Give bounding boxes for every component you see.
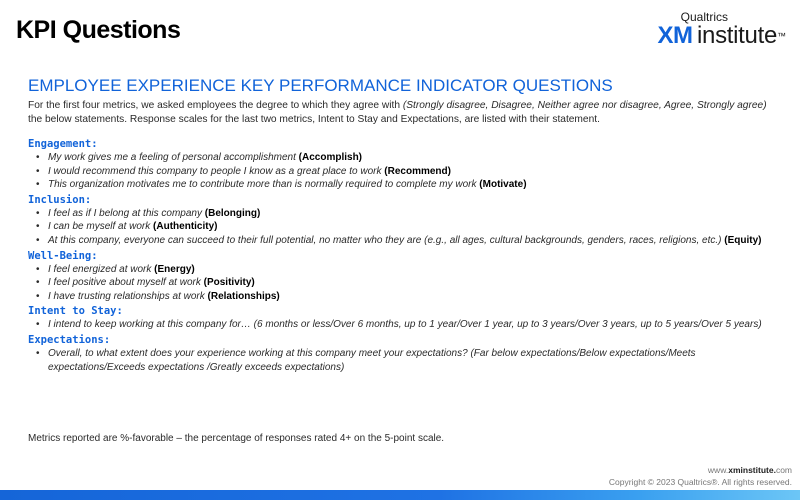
question-statement: I can be myself at work: [48, 221, 151, 233]
question-statement: I intend to keep working at this company for… (6 months or less/Over 6 months, up to 1 year/Over 1 year, up to 3 years/Over 3 years, up to 5 years/Over 5 years): [48, 319, 762, 331]
metric-code: (Accomplish): [298, 152, 363, 163]
metric-code: (Energy): [154, 263, 195, 275]
question-statement: I feel as if I belong at this company: [48, 207, 202, 219]
question-statement: My work gives me a feeling of personal accomplishment: [48, 152, 296, 163]
question-item: [28, 220, 773, 234]
question-statement: This organization motivates me to contribute more than is normally required to complete my work: [48, 179, 477, 191]
category-label: Inclusion:: [28, 193, 92, 206]
question-item: [28, 318, 773, 332]
logo-brand: Qualtrics: [680, 10, 728, 24]
footer-copyright: Copyright © 2023 Qualtrics®. All rights reserved.: [608, 477, 792, 487]
metric-code: (Motivate): [479, 179, 527, 191]
metric-code: (Positivity): [203, 277, 255, 289]
logo-trademark: ™: [777, 31, 786, 41]
question-statement: I feel energized at work: [48, 263, 152, 275]
footer-url-domain: xminstitute.: [728, 465, 776, 475]
question-statement: I feel positive about myself at work: [48, 277, 201, 289]
category-item-list: [28, 207, 773, 248]
question-item: [28, 178, 773, 192]
question-item: [28, 290, 773, 304]
metric-code: (Relationships): [207, 290, 280, 302]
metric-code: (Belonging): [204, 207, 261, 219]
question-item: [28, 263, 773, 277]
category-item-list: [28, 347, 773, 374]
footer-url-prefix: www.: [707, 465, 729, 475]
intro-paragraph: [28, 99, 768, 127]
question-statement: Overall, to what extent does your experience working at this company meet your expectations? (Far below expectations/Below expectations/Meets expectations/Exceeds expectations /Greatly exceeds expectations): [48, 347, 696, 373]
category-label: Intent to Stay:: [28, 305, 123, 318]
intro-text-part1: For the first four metrics, we asked employees the degree to which they agree with: [28, 100, 403, 111]
question-item: [28, 207, 773, 221]
xm-institute-logo: [658, 10, 786, 51]
question-item: [28, 234, 773, 248]
footer: [609, 464, 792, 488]
question-item: [28, 165, 773, 179]
question-statement: At this company, everyone can succeed to their full potential, no matter who they are (e.g., all ages, cultural backgrounds, genders, races, religions, etc.): [48, 234, 722, 246]
metric-code: (Authenticity): [153, 221, 218, 233]
question-item: [28, 151, 773, 165]
category-item-list: [28, 151, 773, 192]
footer-url-suffix: com: [775, 465, 792, 475]
category-label: Well-Being:: [28, 249, 98, 262]
question-statement: I would recommend this company to people I know as a great place to work: [48, 165, 382, 177]
metrics-note: Metrics reported are %-favorable – the percentage of responses rated 4+ on the 5-point scale.: [28, 433, 445, 444]
intro-text-part2: the below statements. Response scales for the last two metrics, Intent to Stay and Expectations, are listed with their statement.: [28, 114, 600, 125]
kpi-question-list: [28, 136, 773, 374]
logo-xm: XM: [657, 22, 693, 49]
intro-scale: (Strongly disagree, Disagree, Neither agree nor disagree, Agree, Strongly agree): [402, 100, 767, 111]
question-item: [28, 347, 773, 374]
category-label: Expectations:: [28, 333, 111, 346]
metric-code: (Equity): [724, 234, 762, 246]
section-heading: EMPLOYEE EXPERIENCE KEY PERFORMANCE INDICATOR QUESTIONS: [28, 76, 613, 95]
category-item-list: [28, 263, 773, 304]
metric-code: (Recommend): [384, 165, 451, 177]
question-statement: I have trusting relationships at work: [48, 290, 205, 302]
category-item-list: [28, 318, 773, 332]
page-title: KPI Questions: [16, 16, 181, 44]
logo-institute: institute: [696, 22, 777, 49]
bottom-gradient-bar: [0, 490, 800, 500]
question-item: [28, 276, 773, 290]
footer-url[interactable]: [609, 464, 792, 476]
category-label: Engagement:: [28, 138, 98, 150]
